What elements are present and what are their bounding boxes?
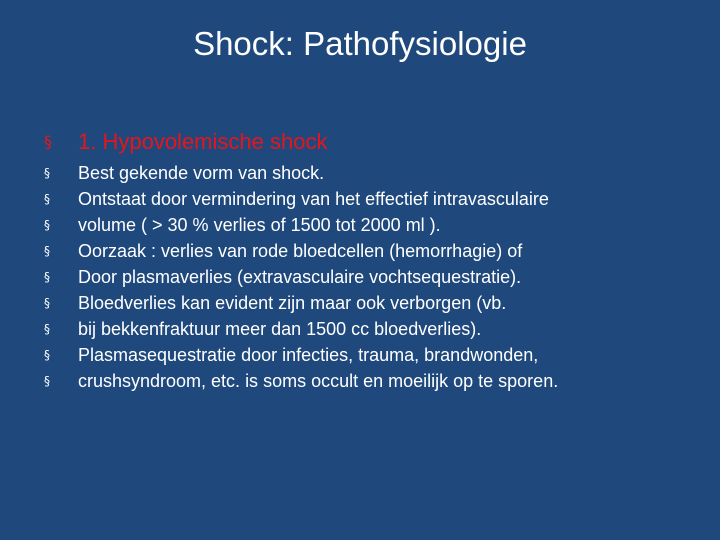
bullet-item [44,290,704,316]
bullet-marker-icon: § [44,270,50,284]
bullet-marker-icon: § [44,166,50,180]
bullet-marker-icon: § [44,132,52,151]
bullet-item [44,212,704,238]
bullet-marker-icon: § [44,348,50,362]
bullet-text: Oorzaak : verlies van rode bloedcellen (hemorrhagie) of [78,241,523,261]
bullet-item [44,342,704,368]
bullet-text: Plasmasequestratie door infecties, trauma, brandwonden, [78,345,539,365]
bullet-item [44,316,704,342]
bullet-text: volume ( > 30 % verlies of 1500 tot 2000 ml ). [78,215,441,235]
bullet-marker-icon: § [44,322,50,336]
bullet-text: Bloedverlies kan evident zijn maar ook verborgen (vb. [78,293,507,313]
bullet-marker-icon: § [44,218,50,232]
heading-text: 1. Hypovolemische shock [78,129,328,154]
bullet-item [44,238,704,264]
bullet-marker-icon: § [44,374,50,388]
bullet-item [44,264,704,290]
bullet-item [44,186,704,212]
bullet-text: Best gekende vorm van shock. [78,163,325,183]
bullet-marker-icon: § [44,192,50,206]
bullet-text: crushsyndroom, etc. is soms occult en moeilijk op te sporen. [78,371,559,391]
bullet-heading [44,126,704,158]
bullet-text: Door plasmaverlies (extravasculaire vochtsequestratie). [78,267,522,287]
bullet-marker-icon: § [44,244,50,258]
bullet-item [44,368,704,394]
bullet-marker-icon: § [44,296,50,310]
bullet-list [44,126,704,394]
bullet-text: Ontstaat door vermindering van het effectief intravasculaire [78,189,549,209]
bullet-text: bij bekkenfraktuur meer dan 1500 cc bloedverlies). [78,319,482,339]
slide-title: Shock: Pathofysiologie [193,25,527,62]
bullet-item [44,160,704,186]
